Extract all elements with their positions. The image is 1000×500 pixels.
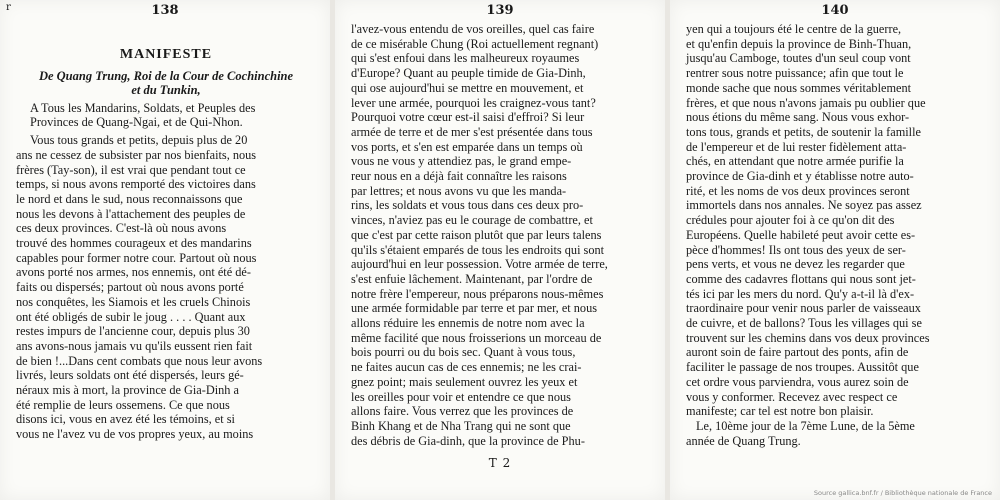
text-line: yen qui a toujours été le centre de la guerre, [686, 22, 902, 36]
text-line: faits ou dispersés; partout où nous avons porté [16, 280, 244, 295]
text-line: vinces, n'aviez pas eu le courage de combattre, et [351, 213, 593, 228]
text-line: faciliter le passage de nos troupes. Aussitôt que [686, 360, 919, 375]
text-line: le nord et dans le sud, nous reconnaissons que [16, 191, 243, 206]
text-line: Binh Khang et de Nha Trang qui ne sont que [351, 418, 571, 433]
text-line: aujourd'hui en leur possession. Votre armée de terre, [351, 257, 608, 272]
text-line: vos ports, et s'en est emparée dans un temps où [351, 139, 583, 154]
text-line: lever une armée, pourquoi les craignez-vous tant? [351, 95, 596, 110]
text-lines [351, 22, 651, 448]
text-line: par lettres; et nous avons vu que les manda- [351, 183, 567, 198]
text-line: immortels dans nos annales. Ne soyez pas assez [686, 198, 922, 213]
text-line: de l'empereur et de lui rester fidèlement atta- [686, 139, 907, 154]
text-line: rentrer sous notre puissance; afin que tout le [686, 66, 904, 81]
text-line: qui ose aujourd'hui se mettre en mouvement, et [351, 80, 584, 95]
text-line: disons ici, vous en avez été les témoins, et si [16, 412, 235, 427]
signature-mark: T 2 [488, 456, 512, 470]
text-line: une armée formidable par terre et par mer, et nous [351, 301, 598, 316]
corner-mark: r [6, 2, 11, 13]
text-line: allons faire. Vous verrez que les provinces de [351, 404, 574, 419]
text-line: ces deux provinces. C'est-là où nous avons [16, 221, 227, 236]
text-line: nous les devons à l'attachement des peuples de [16, 206, 246, 221]
text-line: vous y conformer. Recevez avec respect ce [686, 389, 898, 404]
text-line: vous ne l'avez vu de vos propres yeux, au moins [16, 427, 254, 442]
text-line: s'est enfuie lâchement. Maintenant, par l'ordre de [351, 271, 593, 286]
text-line: même facilité que nous froisserions un morceau de [351, 330, 602, 345]
page-number: 139 [486, 3, 514, 18]
text-line: les oreilles pour voir et entendre ce que nous [351, 389, 571, 404]
manifest-subheading-line: et du Tunkin, [131, 82, 201, 97]
text-line: tés ici par les mers du nord. Qu'y a-t-il là d'ex- [686, 286, 915, 301]
text-line: qui s'est enfoui dans les malheureux royaumes [351, 51, 580, 66]
text-line: pens verts, et vous ne devez les regarder que [686, 257, 905, 272]
manifest-heading: MANIFESTE [119, 47, 213, 62]
text-line: vous ne vous y attendiez pas, le grand empe- [351, 154, 572, 169]
text-line: Pourquoi votre cœur est-il saisi d'effroi? Si leur [351, 110, 585, 125]
page-body [16, 48, 316, 442]
text-lines [16, 133, 316, 442]
text-line: temps, si nous avons remporté des victoires dans [16, 177, 256, 192]
page-number: 138 [151, 3, 179, 18]
text-line: que c'est par cette raison plutôt que par leurs talens [351, 227, 602, 242]
text-line: frères, et que nous n'avons jamais pu oublier que [686, 95, 926, 110]
text-line: rins, les soldats et vous tous dans ces deux pro- [351, 198, 584, 213]
text-line: rité, et les noms de vos deux provinces seront [686, 183, 910, 198]
text-line: jusqu'au Camboge, toutes d'un seul coup vont [686, 51, 911, 66]
text-line: trouvent sur les chemins dans vos deux provinces [686, 330, 930, 345]
text-line: pèce d'hommes! Ils ont tous des yeux de ser- [686, 242, 906, 257]
address-line: Provinces de Quang-Ngai, et de Qui-Nhon. [30, 115, 243, 130]
text-line: de ce misérable Chung (Roi actuellement regnant) [351, 36, 599, 51]
text-line: bois pourri ou du bois sec. Quant à vous tous, [351, 345, 576, 360]
text-line: Européens. Quelle habileté peut avoir cette es- [686, 227, 916, 242]
text-line: été remplie de leurs ossemens. Ce que nous [16, 397, 230, 412]
text-line: des débris de Gia-dinh, que la province de Phu- [351, 433, 585, 448]
text-line: gnez point; mais seulement ouvrez les yeux et [351, 374, 578, 389]
text-lines [686, 22, 986, 419]
text-line: néraux mis à mort, la province de Gia-Dinh a [16, 383, 239, 398]
text-line: traordinaire pour venir nous parler de vaisseaux [686, 301, 921, 316]
manifest-subheading-line: De Quang Trung, Roi de la Cour de Cochinchine [38, 68, 294, 83]
address-line: A Tous les Mandarins, Soldats, et Peuples des [30, 100, 256, 115]
text-line: reur nous en a déjà fait connaître les raisons [351, 169, 567, 184]
text-line: frères (Tay-son), il est vrai que pendant tout ce [16, 162, 246, 177]
text-line: chés, en attendant que notre armée purifie la [686, 154, 904, 169]
text-line: nos conquêtes, les Siamois et les cruels Chinois [16, 294, 251, 309]
text-line: ans avons-nous jamais vu qu'ils eussent rien fait [16, 338, 253, 353]
text-line: trouvé des hommes courageux et des mandarins [16, 236, 252, 251]
page-body [351, 22, 651, 448]
date-line: année de Quang Trung. [686, 433, 801, 448]
text-line: ans ne cessez de subsister par nos bienfaits, nous [16, 147, 257, 162]
page-140 [670, 0, 1000, 500]
page-139 [335, 0, 665, 500]
text-line: et qu'enfin depuis la province de Binh-Thuan, [686, 36, 912, 51]
date-line: Le, 10ème jour de la 7ème Lune, de la 5ème [696, 418, 915, 433]
text-line: Vous tous grands et petits, depuis plus de 20 [30, 133, 248, 148]
text-line: comme des cadavres flottans qui nous sont jet- [686, 271, 916, 286]
text-line: livrés, leurs soldats ont été dispersés, leurs gé- [16, 368, 244, 383]
text-line: nous étions du même sang. Nous vous exhor- [686, 110, 910, 125]
text-line: ont été obligés de subir le joug . . . . Quant aux [16, 309, 246, 324]
text-line: auront soin de faire partout des ponts, afin de [686, 345, 909, 360]
text-line: l'avez-vous entendu de vos oreilles, quel cas faire [351, 22, 595, 36]
source-caption: Source gallica.bnf.fr / Bibliothèque nationale de France [813, 489, 992, 497]
text-line: notre frère l'empereur, nous préparons nous-mêmes [351, 286, 604, 301]
text-line: allons réduire les ennemis de notre nom avec la [351, 316, 585, 331]
text-line: capables pour former notre cour. Partout où nous [16, 250, 257, 265]
text-line: avons porté nos armes, nos ennemis, ont été dé- [16, 265, 251, 280]
page-body [686, 22, 986, 448]
text-line: province de Gia-dinh et y établisse notre auto- [686, 169, 914, 184]
text-line: ne faites aucun cas de ces ennemis; ne les crai- [351, 360, 582, 375]
page-number: 140 [821, 3, 849, 18]
text-line: monde sache que nous sommes véritablement [686, 80, 912, 95]
text-line: armée de terre et de mer s'est présentée dans tous [351, 124, 593, 139]
page-138 [0, 0, 330, 500]
text-line: de bien !...Dans cent combats que nous leur avons [16, 353, 263, 368]
text-line: restes impurs de l'ancienne cour, depuis plus 30 [16, 324, 250, 339]
text-line: cet ordre vous parviendra, vous aurez soin de [686, 374, 909, 389]
text-line: tons tous, grands et petits, de soutenir la famille [686, 124, 921, 139]
text-line: de cuivre, et de ballons? Tous les villages qui se [686, 316, 922, 331]
text-line: d'Europe? Quant au peuple timide de Gia-Dinh, [351, 66, 586, 81]
text-line: qu'ils s'étaient emparés de tous les endroits qui sont [351, 242, 605, 257]
text-line: manifeste; car tel est notre bon plaisir. [686, 404, 874, 419]
text-line: crédules pour ajouter foi à ce qu'on dit des [686, 213, 895, 228]
